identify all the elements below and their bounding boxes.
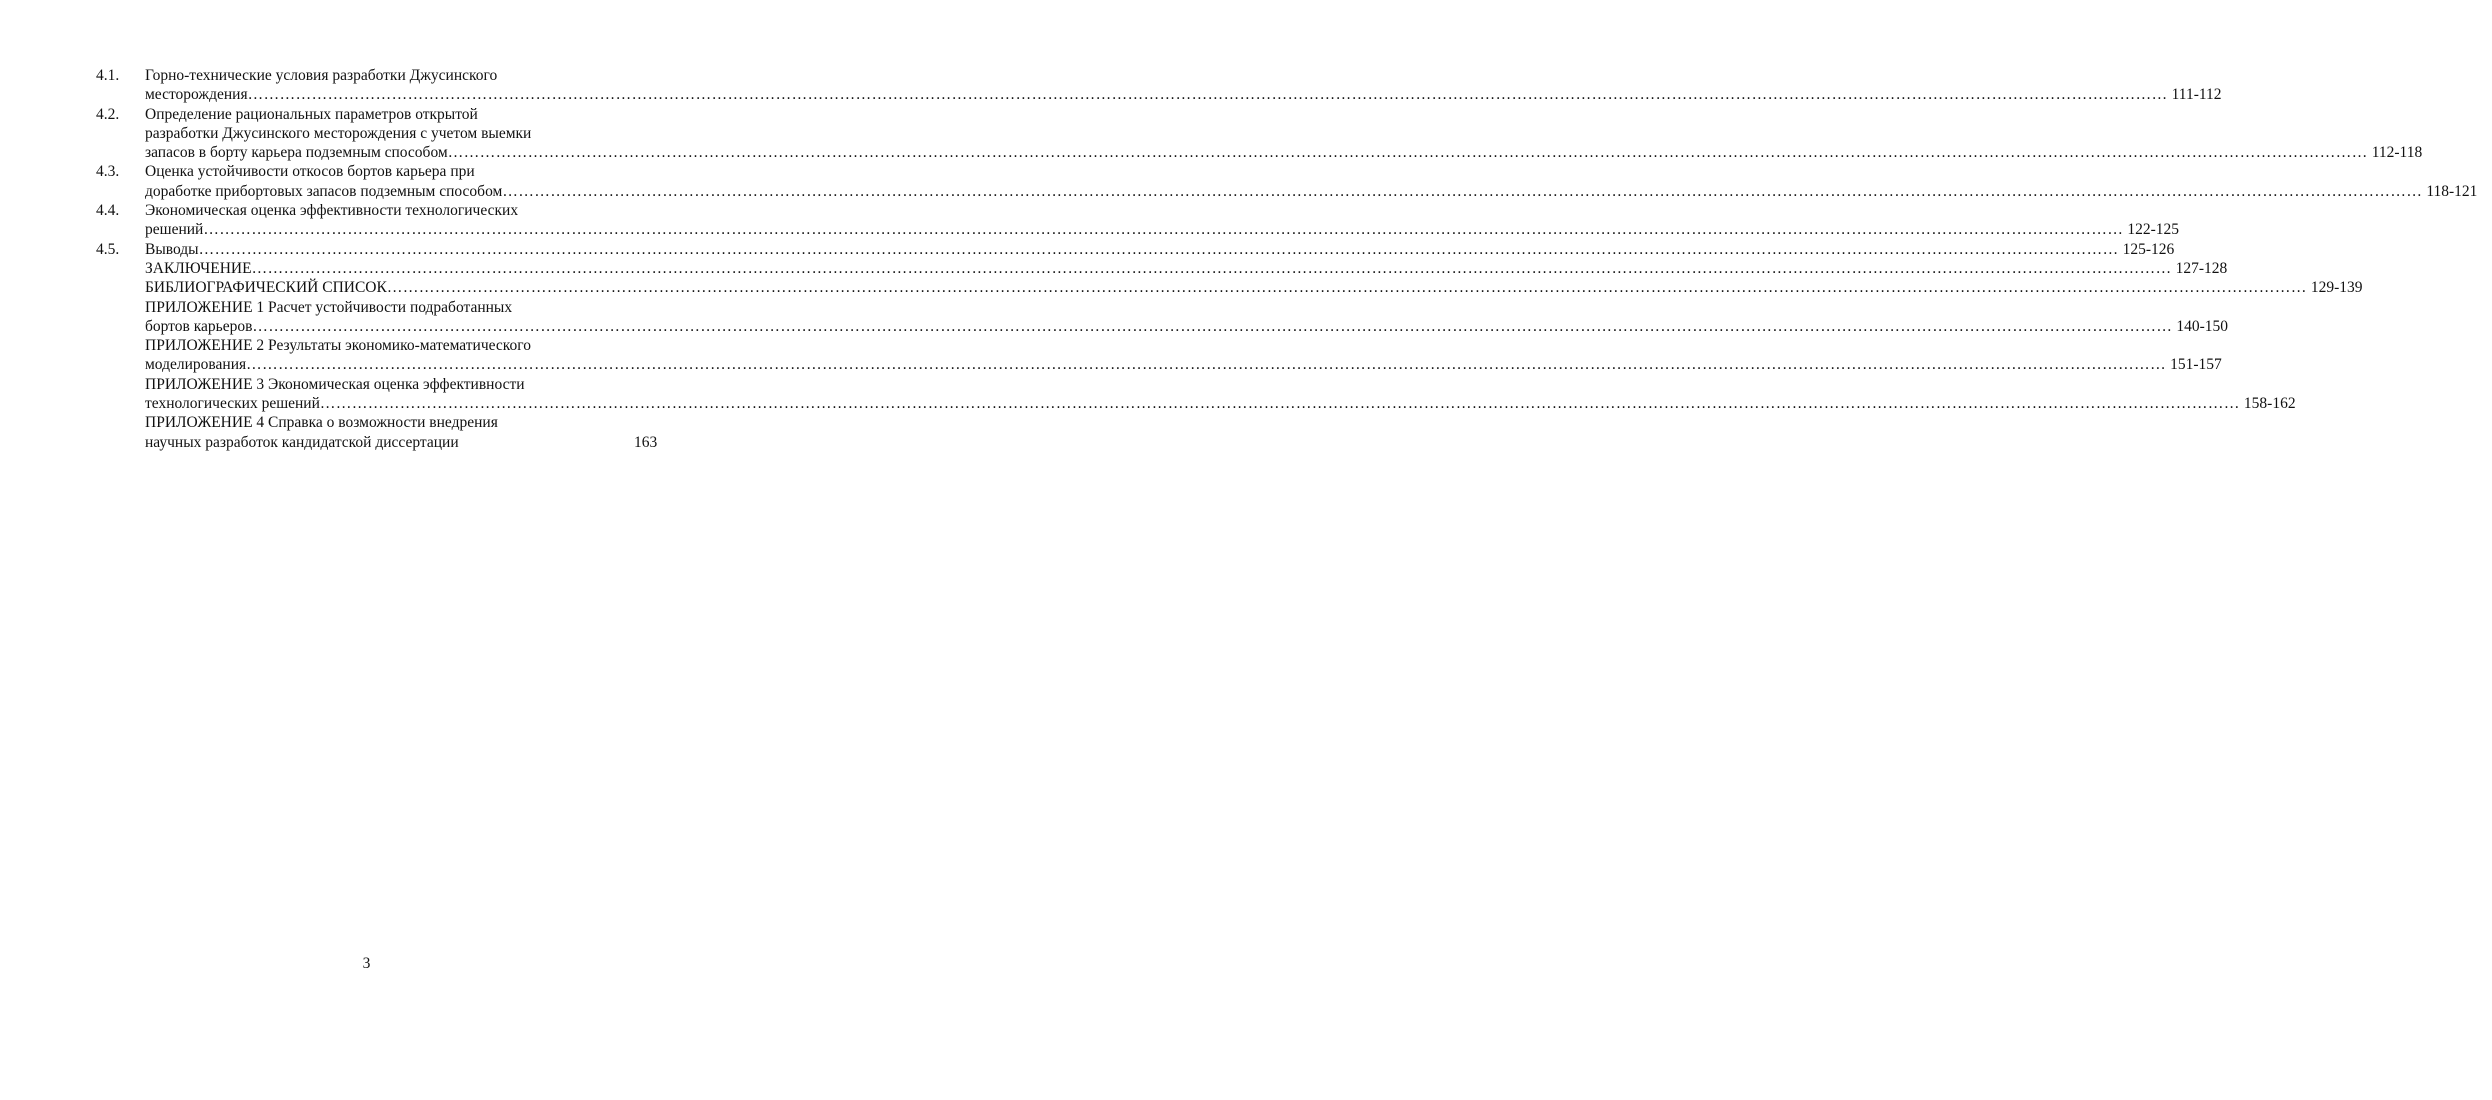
toc-entry-title-line: Оценка устойчивости откосов бортов карьера при [145, 163, 475, 181]
toc-entry-number: 4.5. [96, 240, 120, 258]
toc-entry [96, 162, 2478, 201]
toc-entry-title-line: ПРИЛОЖЕНИЕ 4 Справка о возможности внедрения [145, 414, 498, 432]
toc-entry [96, 298, 2229, 337]
toc-entry-title-line: запасов в борту карьера подземным способом [145, 144, 448, 162]
dot-leader: ……………………………………………………………………………………………………………………………………………………………………………………………………………………………………………………………………………………………………………………………… [252, 317, 2173, 335]
toc-entry-number: 4.3. [96, 163, 120, 181]
toc-entry-page-range: 163 [634, 433, 658, 451]
toc-entry-page-range: 151-157 [2170, 356, 2222, 374]
toc-entry-page-range: 122-125 [2127, 221, 2180, 239]
toc-entry-number: 4.1. [96, 67, 120, 84]
toc-entry-title-line: Экономическая оценка эффективности технологических [145, 202, 519, 220]
toc-entry-page-range: 118-121 [2426, 182, 2478, 200]
toc-entry-title-line: БИБЛИОГРАФИЧЕСКИЙ СПИСОК [145, 279, 387, 297]
toc-entry [96, 336, 2222, 375]
dot-leader: ……………………………………………………………………………………………………………………………………………………………………………………………………………………………………………………………………………………………………………………………… [247, 86, 2168, 104]
toc-entry [96, 375, 2296, 414]
toc-entry-page-range: 158-162 [2243, 395, 2296, 413]
dot-leader: ……………………………………………………………………………………………………………………………………………………………………………………………………………………………………………………………………………………………………………………………… [386, 279, 2307, 297]
dot-leader: ……………………………………………………………………………………………………………………………………………………………………………………………………………………………………………………………………………………………………………………………… [502, 182, 2423, 200]
toc-entry-title-line: месторождения [145, 86, 248, 104]
toc-entry [96, 413, 686, 452]
toc-entry-number: 4.4. [96, 202, 120, 220]
dot-leader: ……………………………………………………………………………………………………………………………………………………………………………………………………………………………………………………………………………………………………………………………… [447, 144, 2368, 162]
toc-entry-page-range: 111-112 [2171, 86, 2222, 104]
toc-entry-title-line: моделирования [145, 356, 247, 374]
toc-entry [96, 240, 2175, 259]
dot-leader: ……………………………………………………………………………………………………………………………………………………………………………………………………………………………………………………………………………………………………………………………… [251, 259, 2172, 277]
dot-leader: ……………………………………………………………………………………………………………………………………………………………………………………………………………………………………………………………………………………………………………………………… [198, 240, 2119, 258]
dot-leader: ……………………………………………………………………………………………………………………………………………………………………………………………………………………………………………………………………………………………………………………………… [246, 356, 2167, 374]
toc-entry-title-line: Выводы [145, 240, 199, 258]
toc-entry [96, 201, 2180, 240]
toc-entry-page-range: 112-118 [2371, 144, 2423, 162]
toc-entry-title-line: научных разработок кандидатской диссертации [145, 433, 459, 451]
toc-entry [96, 278, 2363, 297]
toc-entry [96, 105, 2423, 163]
toc-entry-page-range: 125-126 [2122, 240, 2175, 258]
toc-entry-title-line: ПРИЛОЖЕНИЕ 1 Расчет устойчивости подработанных [145, 298, 513, 316]
page-number: 3 [362, 955, 371, 972]
dot-leader: ……………………………………………………………………………………………………………………………………………………………………………………………………………………………………………………………………………………………………………………………… [319, 395, 2240, 413]
toc-entry-title-line: решений [145, 221, 204, 239]
toc-entry-title-line: Горно-технические условия разработки Джусинского [145, 67, 498, 84]
table-of-contents [96, 66, 2478, 452]
toc-entry-title-line: ПРИЛОЖЕНИЕ 2 Результаты экономико-математического [145, 337, 532, 355]
dot-leader: ……………………………………………………………………………………………………………………………………………………………………………………………………………………………………………………………………………………………………………………………… [203, 221, 2124, 239]
toc-entry-title-line: разработки Джусинского месторождения с учетом выемки [145, 124, 532, 142]
toc-entry-title-line: бортов карьеров [145, 317, 253, 335]
toc-entry-title-line: Определение рациональных параметров открытой [145, 105, 478, 123]
toc-entry-page-range: 127-128 [2175, 259, 2228, 277]
toc-entry-title-line: ЗАКЛЮЧЕНИЕ [145, 259, 252, 277]
toc-entry-title-line: технологических решений [145, 395, 320, 413]
toc-entry-number: 4.2. [96, 105, 120, 123]
toc-entry-page-range: 140-150 [2176, 317, 2229, 335]
toc-entry-title-line: доработке прибортовых запасов подземным способом [145, 182, 503, 200]
toc-entry-page-range: 129-139 [2310, 279, 2363, 297]
toc-entry [96, 259, 2228, 278]
toc-entry-title-line: ПРИЛОЖЕНИЕ 3 Экономическая оценка эффективности [145, 375, 525, 393]
toc-entry [96, 66, 2222, 105]
